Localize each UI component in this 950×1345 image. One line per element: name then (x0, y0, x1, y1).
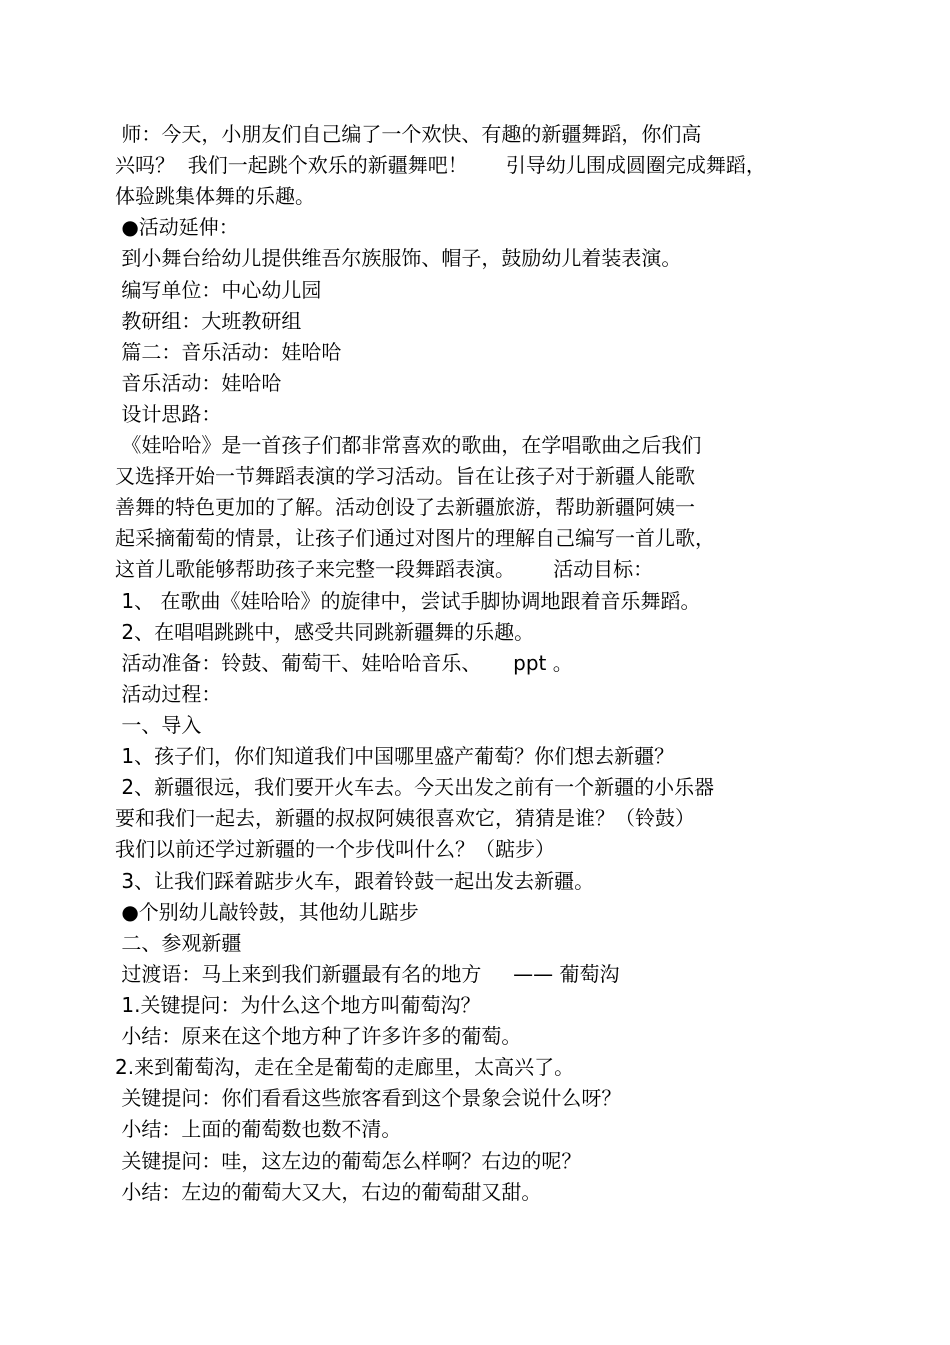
text-line: 要和我们一起去，新疆的叔叔阿姨很喜欢它，猜猜是谁？（铃鼓） (115, 806, 695, 830)
text-line: ●个别幼儿敲铃鼓，其他幼儿踮步 (115, 900, 419, 924)
text-line: 到小舞台给幼儿提供维吾尔族服饰、帽子，鼓励幼儿着装表演。 (115, 246, 682, 270)
text-line: 关键提问：哇，这左边的葡萄怎么样啊？右边的呢？ (115, 1149, 582, 1173)
text-line: 过渡语：马上来到我们新疆最有名的地方 —— 葡萄沟 (115, 962, 620, 986)
text-line: ●活动延伸： (115, 215, 239, 239)
text-line: 小结：上面的葡萄数也数不清。 (115, 1117, 402, 1141)
text-line: 二、参观新疆 (115, 931, 242, 955)
text-line: 活动准备：铃鼓、葡萄干、娃哈哈音乐、 ppt 。 (115, 651, 573, 675)
text-line: 2、新疆很远，我们要开火车去。今天出发之前有一个新疆的小乐器 (115, 775, 715, 799)
text-line: 音乐活动：娃哈哈 (115, 371, 282, 395)
text-line: 篇二：音乐活动：娃哈哈 (115, 340, 342, 364)
text-line: 3、让我们踩着踮步火车，跟着铃鼓一起出发去新疆。 (115, 869, 595, 893)
text-line: 兴吗？ 我们一起跳个欢乐的新疆舞吧！ 引导幼儿围成圆圈完成舞蹈， (115, 153, 766, 177)
text-line: 起采摘葡萄的情景，让孩子们通过对图片的理解自己编写一首儿歌， (115, 526, 715, 550)
text-line: 师：今天，小朋友们自己编了一个欢快、有趣的新疆舞蹈，你们高 (115, 122, 702, 146)
text-line: 体验跳集体舞的乐趣。 (115, 184, 315, 208)
text-line: 教研组：大班教研组 (115, 309, 302, 333)
text-line: 又选择开始一节舞蹈表演的学习活动。旨在让孩子对于新疆人能歌 (115, 464, 695, 488)
text-line: 2.来到葡萄沟，走在全是葡萄的走廊里，太高兴了。 (115, 1055, 575, 1079)
text-line: 《娃哈哈》是一首孩子们都非常喜欢的歌曲，在学唱歌曲之后我们 (115, 433, 702, 457)
text-line: 2、在唱唱跳跳中，感受共同跳新疆舞的乐趣。 (115, 620, 535, 644)
text-line: 善舞的特色更加的了解。活动创设了去新疆旅游，帮助新疆阿姨一 (115, 495, 695, 519)
text-line: 活动过程： (115, 682, 222, 706)
text-line: 1、 在歌曲《娃哈哈》的旋律中，尝试手脚协调地跟着音乐舞蹈。 (115, 589, 701, 613)
text-line: 我们以前还学过新疆的一个步伐叫什么？（踮步） (115, 837, 555, 861)
text-line: 设计思路： (115, 402, 222, 426)
text-line: 编写单位：中心幼儿园 (115, 278, 322, 302)
text-line: 关键提问：你们看看这些旅客看到这个景象会说什么呀？ (115, 1086, 622, 1110)
text-line: 一、导入 (115, 713, 202, 737)
text-line: 1.关键提问：为什么这个地方叫葡萄沟？ (115, 993, 481, 1017)
text-line: 小结：左边的葡萄大又大，右边的葡萄甜又甜。 (115, 1180, 542, 1204)
text-line: 小结：原来在这个地方种了许多许多的葡萄。 (115, 1024, 522, 1048)
text-line: 1、孩子们，你们知道我们中国哪里盛产葡萄？你们想去新疆？ (115, 744, 675, 768)
text-line: 这首儿歌能够帮助孩子来完整一段舞蹈表演。 活动目标： (115, 557, 654, 581)
